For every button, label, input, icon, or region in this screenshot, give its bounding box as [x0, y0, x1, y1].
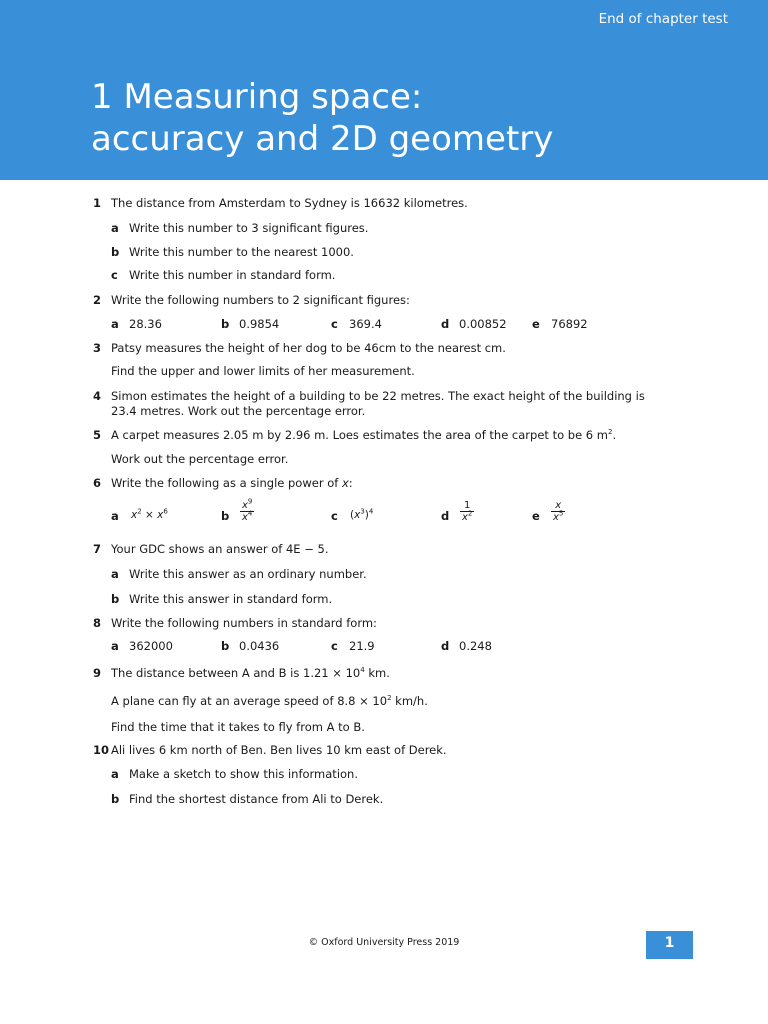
part-label: a [111, 221, 119, 235]
question-number: 9 [93, 666, 102, 680]
part-label: c [331, 317, 338, 331]
part-text: Write this number to the nearest 1000. [129, 245, 354, 259]
part-label: b [221, 639, 230, 653]
answer-value: 0.9854 [239, 317, 280, 331]
part-label: b [111, 592, 120, 606]
part-text: Write this answer in standard form. [129, 592, 333, 606]
part-label: a [111, 317, 119, 331]
part-label: a [111, 767, 119, 781]
part-label: e [532, 317, 540, 331]
question-text: The distance from Amsterdam to Sydney is 16632 kilometres. [111, 196, 468, 210]
part-text: Write this number to 3 significant figures. [129, 221, 369, 235]
expression-e: $\frac{x}{x^5}$ [553, 500, 564, 523]
question-text: Simon estimates the height of a building to be 22 metres. The exact height of the building is [111, 389, 645, 403]
question-number: 10 [93, 743, 110, 757]
part-label: c [331, 639, 338, 653]
answer-value: 0.0436 [239, 639, 280, 653]
question-text: Write the following numbers to 2 significant figures: [111, 293, 410, 307]
part-label: d [441, 509, 450, 523]
page-number: 1 [646, 931, 693, 959]
question-number: 7 [93, 542, 102, 556]
part-label: a [111, 567, 119, 581]
part-label: e [532, 509, 540, 523]
question-text: Write the following numbers in standard form: [111, 616, 377, 630]
part-label: c [331, 509, 338, 523]
part-text: Write this answer as an ordinary number. [129, 567, 367, 581]
page-title [91, 76, 553, 160]
question-text: Work out the percentage error. [111, 452, 289, 466]
question-text: The distance between A and B is $1.21 \times 10^4$ km. [111, 666, 390, 680]
question-number: 6 [93, 476, 102, 490]
part-label: c [111, 268, 118, 282]
copyright-footer: © Oxford University Press 2019 [308, 937, 460, 948]
question-number: 5 [93, 428, 102, 442]
question-text: Find the time that it takes to fly from A to B. [111, 720, 365, 734]
question-number: 2 [93, 293, 102, 307]
answer-value: 369.4 [349, 317, 382, 331]
part-label: a [111, 509, 119, 523]
part-label: d [441, 317, 450, 331]
answer-value: 362000 [129, 639, 173, 653]
question-number: 3 [93, 341, 102, 355]
answer-value: 0.00852 [459, 317, 507, 331]
question-text: 23.4 metres. Work out the percentage error. [111, 404, 366, 418]
section-tag: End of chapter test [598, 11, 728, 27]
part-label: b [221, 317, 230, 331]
expression-c: $(x^3)^4$ [350, 507, 374, 521]
question-text: A plane can fly at an average speed of $8.8 \times 10^2$ km/h. [111, 694, 428, 708]
answer-value: 76892 [551, 317, 588, 331]
title-line-1: 1 Measuring space: [91, 77, 423, 117]
expression-d: $\frac{1}{x^2}$ [462, 500, 473, 523]
part-label: d [441, 639, 450, 653]
expression-b: $\frac{x^9}{x^4}$ [242, 497, 253, 523]
question-text: Find the upper and lower limits of her measurement. [111, 364, 415, 378]
question-text: A carpet measures 2.05 m by 2.96 m. Loes estimates the area of the carpet to be 6 $m^2$. [111, 428, 617, 442]
answer-value: 21.9 [349, 639, 375, 653]
answer-value: 0.248 [459, 639, 492, 653]
question-text: Your GDC shows an answer of 4E − 5. [111, 542, 329, 556]
question-number: 8 [93, 616, 102, 630]
question-text: Write the following as a single power of x: [111, 476, 353, 490]
part-label: b [111, 245, 120, 259]
part-label: b [221, 509, 230, 523]
part-text: Make a sketch to show this information. [129, 767, 358, 781]
question-text: Ali lives 6 km north of Ben. Ben lives 10 km east of Derek. [111, 743, 447, 757]
expression-a: $x^2 \times x^6$ [131, 507, 168, 521]
question-text: Patsy measures the height of her dog to be 46cm to the nearest cm. [111, 341, 506, 355]
part-text: Find the shortest distance from Ali to Derek. [129, 792, 384, 806]
answer-value: 28.36 [129, 317, 162, 331]
part-label: b [111, 792, 120, 806]
header-banner [0, 0, 768, 180]
part-text: Write this number in standard form. [129, 268, 336, 282]
question-number: 4 [93, 389, 102, 403]
title-line-2: accuracy and 2D geometry [91, 119, 554, 159]
part-label: a [111, 639, 119, 653]
question-number: 1 [93, 196, 102, 210]
